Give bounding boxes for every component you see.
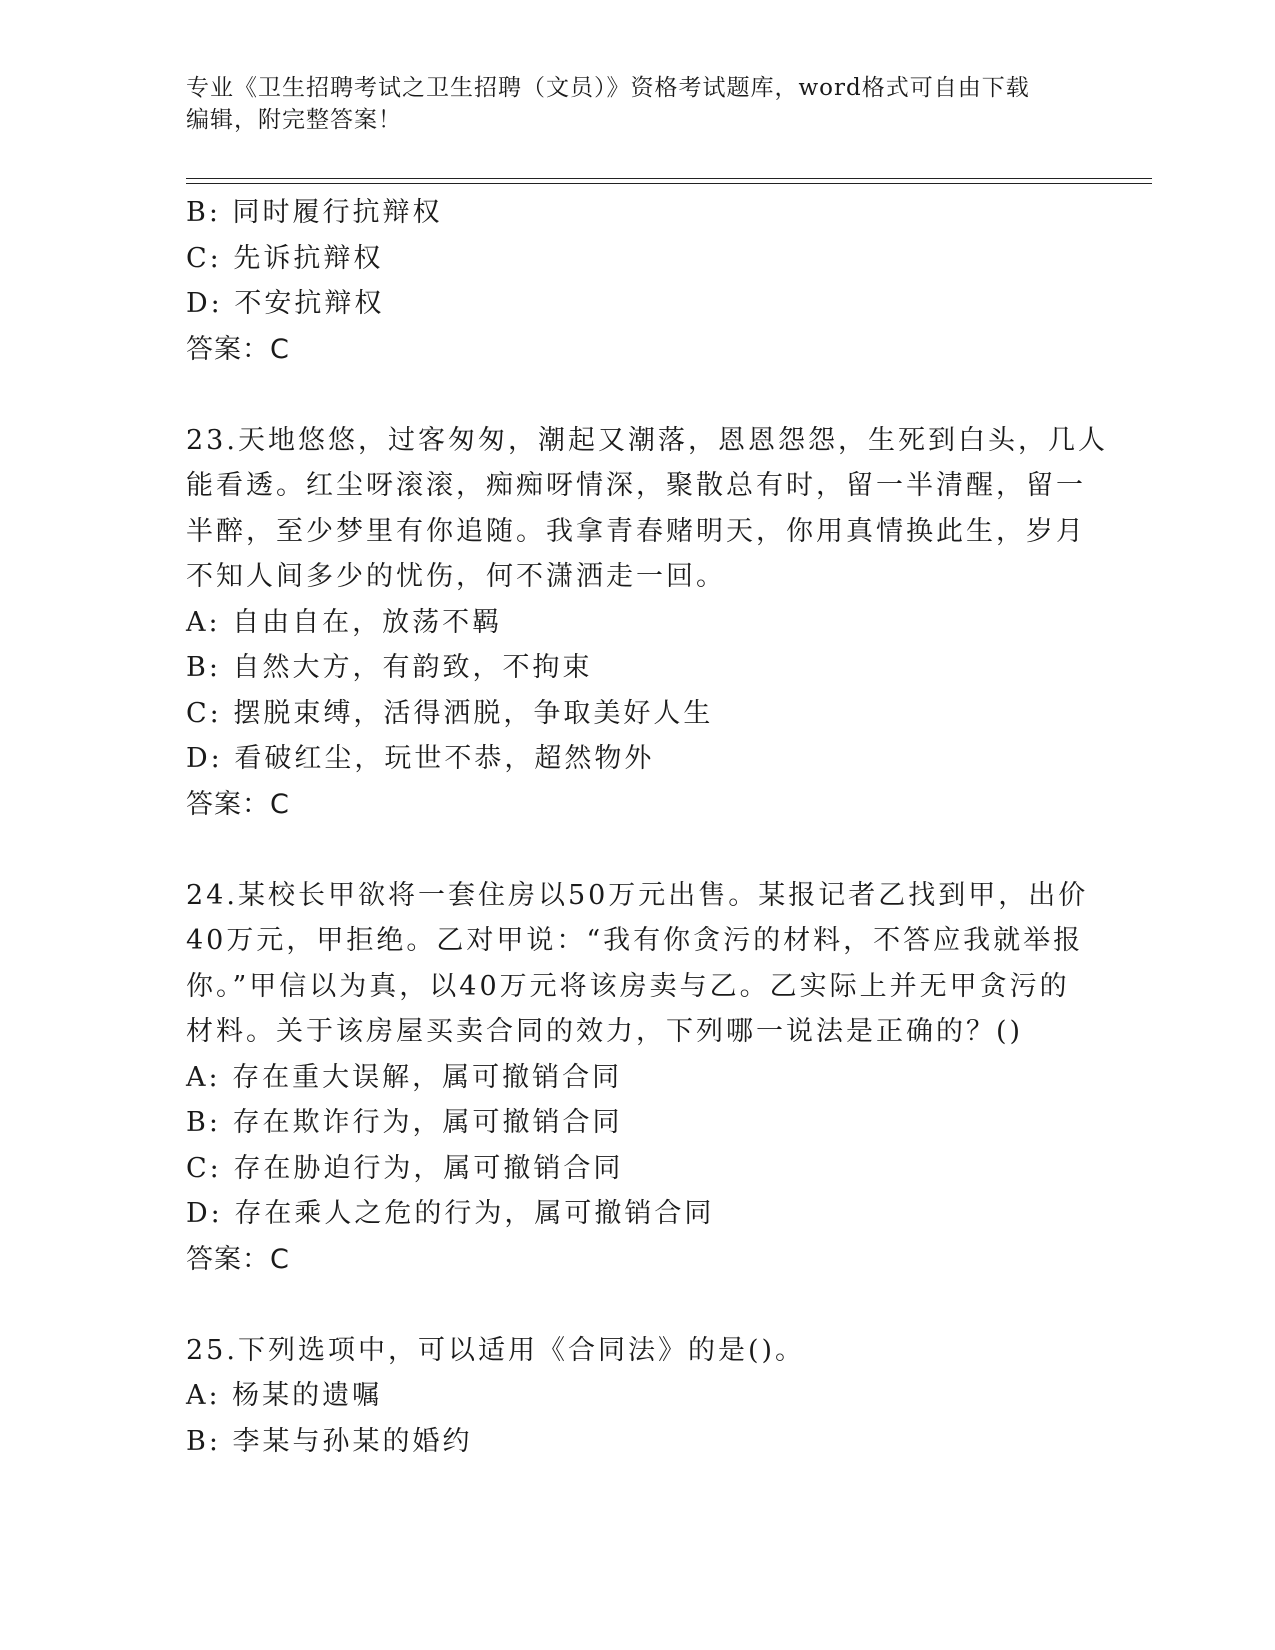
spacer [186,827,1086,873]
answer: 答案：C [186,333,290,365]
question-stem-line: 能看透。红尘呀滚滚，痴痴呀情深，聚散总有时，留一半清醒，留一 [186,470,1086,501]
question-stem-line: 24.某校长甲欲将一套住房以50万元出售。某报记者乙找到甲，出价 [186,879,1089,911]
document-body [186,190,1108,1464]
question-stem-line: 23.天地悠悠，过客匆匆，潮起又潮落，恩恩怨怨，生死到白头，几人 [186,424,1108,456]
option-c: C: 摆脱束缚，活得洒脱，争取美好人生 [186,697,714,729]
question-23 [186,418,1108,828]
option-d: D: 看破红尘，玩世不恭，超然物外 [186,743,655,774]
answer: 答案：C [186,1243,290,1275]
option-a: A: 杨某的遗嘱 [186,1380,383,1411]
option-b: B: 存在欺诈行为，属可撤销合同 [186,1107,623,1138]
question-22 [186,190,1086,372]
option-c: C: 先诉抗辩权 [186,242,384,274]
option-a: A: 自由自在，放荡不羁 [186,606,503,638]
question-stem-line: 25.下列选项中，可以适用《合同法》的是()。 [186,1334,806,1366]
header-line-1: 专业《卫生招聘考试之卫生招聘（文员）》资格考试题库，word格式可自由下载 [186,75,1030,101]
option-b: B: 同时履行抗辩权 [186,197,443,228]
question-24 [186,873,1089,1283]
question-25 [186,1328,1086,1465]
question-stem-line: 40万元，甲拒绝。乙对甲说：“我有你贪污的材料，不答应我就举报 [186,925,1084,956]
document-header [186,72,1086,136]
spacer [186,372,1086,418]
spacer [186,1282,1086,1328]
option-d: D: 存在乘人之危的行为，属可撤销合同 [186,1198,715,1229]
option-a: A: 存在重大误解，属可撤销合同 [186,1061,623,1093]
option-d: D: 不安抗辩权 [186,288,385,319]
question-stem-line: 材料。关于该房屋买卖合同的效力，下列哪一说法是正确的？() [186,1016,1024,1047]
option-b: B: 自然大方，有韵致，不拘束 [186,652,593,683]
question-stem-line: 半醉，至少梦里有你追随。我拿青春赌明天，你用真情换此生，岁月 [186,515,1086,547]
option-b: B: 李某与孙某的婚约 [186,1425,473,1457]
header-divider-bottom [186,183,1152,184]
question-stem-line: 不知人间多少的忧伤，何不潇洒走一回。 [186,561,726,592]
answer: 答案：C [186,788,290,820]
header-line-2: 编辑，附完整答案！ [186,107,402,133]
option-c: C: 存在胁迫行为，属可撤销合同 [186,1152,624,1184]
header-divider-top [186,178,1152,179]
question-stem-line: 你。”甲信以为真，以40万元将该房卖与乙。乙实际上并无甲贪污的 [186,970,1070,1002]
